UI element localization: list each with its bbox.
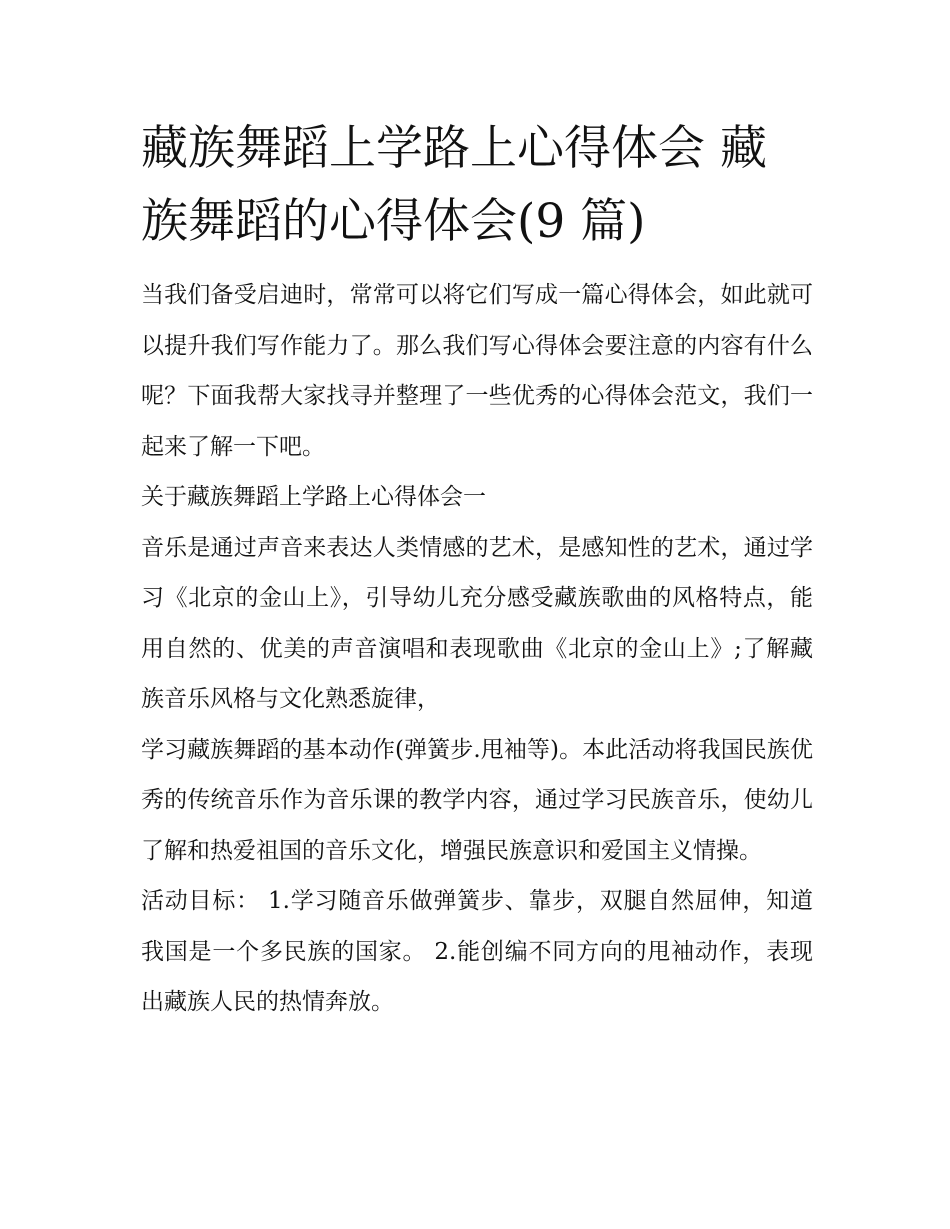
document-body bbox=[141, 270, 813, 1028]
paragraph-music-intro: 音乐是通过声音来表达人类情感的艺术，是感知性的艺术，通过学习《北京的金山上》，引导幼儿充分感受藏族歌曲的风格特点，能用自然的、优美的声音演唱和表现歌曲《北京的金山上》;了解藏族音乐风格与文化熟悉旋律， bbox=[141, 534, 813, 712]
document-title: 藏族舞蹈上学路上心得体会 藏族舞蹈的心得体会(9 篇) bbox=[141, 121, 767, 249]
paragraph-activity-goals: 活动目标： 1.学习随音乐做弹簧步、靠步，双腿自然屈伸，知道我国是一个多民族的国家。 2.能创编不同方向的甩袖动作，表现出藏族人民的热情奔放。 bbox=[141, 888, 813, 1015]
paragraph-section-heading: 关于藏族舞蹈上学路上心得体会一 bbox=[141, 484, 486, 510]
paragraph-intro: 当我们备受启迪时，常常可以将它们写成一篇心得体会，如此就可以提升我们写作能力了。那么我们写心得体会要注意的内容有什么呢？下面我帮大家找寻并整理了一些优秀的心得体会范文，我们一起来了解一下吧。 bbox=[141, 282, 813, 460]
document-page bbox=[141, 112, 813, 1028]
paragraph-dance-learning: 学习藏族舞蹈的基本动作(弹簧步.甩袖等)。本此活动将我国民族优秀的传统音乐作为音乐课的教学内容，通过学习民族音乐，使幼儿了解和热爱祖国的音乐文化，增强民族意识和爱国主义情操。 bbox=[141, 736, 813, 864]
